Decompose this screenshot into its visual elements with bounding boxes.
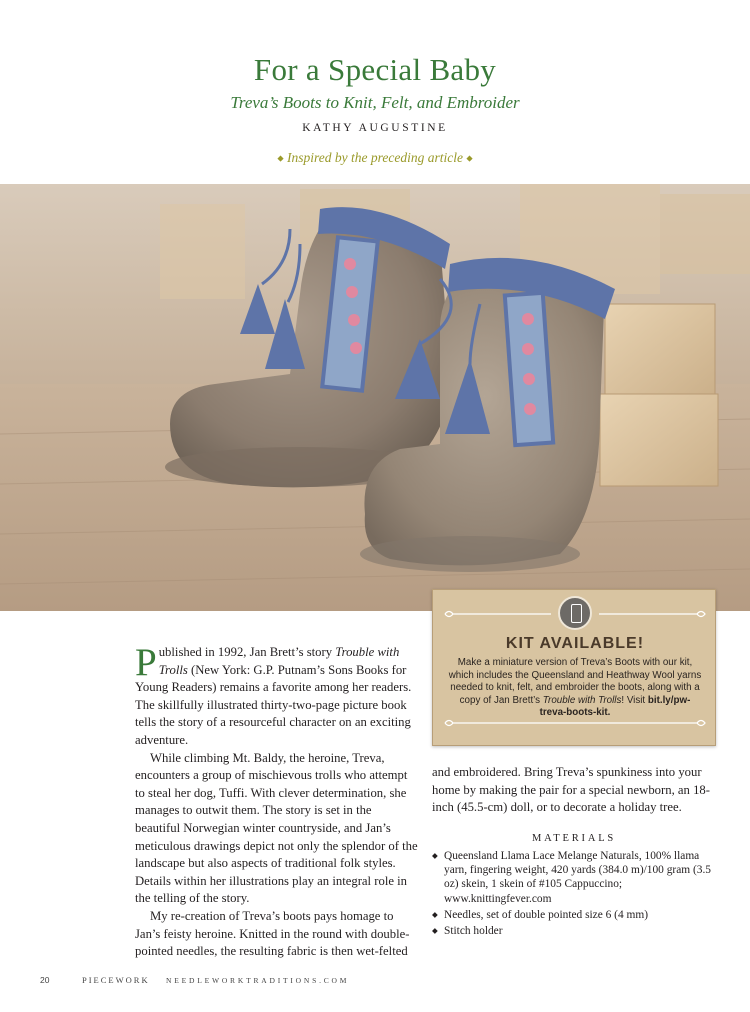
article-title: For a Special Baby [253, 52, 497, 87]
kit-visit-text: ! Visit [621, 694, 648, 706]
author-byline: KATHY AUGUSTINE [302, 122, 448, 134]
ornament-icon: ⬥ [466, 153, 473, 163]
inspired-line [0, 150, 750, 166]
materials-item: ◆ Queensland Llama Lace Melange Naturals, 100% llama yarn, fingering weight, 420 yards (384.0 m)/100 gram (3.5 oz) skein, 1 skein of #105 Cappuccino; www.knittingfever.com [432, 849, 716, 906]
paragraph-1-text: ublished in 1992, Jan Brett’s story [158, 645, 336, 659]
ornament-icon: ⬥ [277, 153, 284, 163]
article-subtitle: Treva’s Boots to Knit, Felt, and Embroider [230, 93, 520, 112]
kit-link[interactable]: bit.ly/pw-treva-boots-kit [539, 694, 691, 719]
paragraph-1 [135, 641, 419, 750]
phone-icon [558, 596, 592, 630]
book-title: Trouble with Trolls [158, 645, 400, 677]
publication-url[interactable]: NEEDLEWORKTRADITIONS.COM [166, 976, 350, 985]
paragraph-2: While climbing Mt. Baldy, the heroine, Treva, encounters a group of mischievous trolls who attempt to steal her dog, Tuffi. With clever determination, she manages to outwit them. The story is set in the beautiful Norwegian winter countryside, and Jan’s meticulous drawings depict not only the splendor of the landscape but also aspects of traditional folk styles. Details within her illustrations play an integral role in the telling of the story. [135, 750, 418, 906]
paragraph-3: My re-creation of Treva’s boots pays homage to Jan’s feisty heroine. Knitted in the round with double-pointed needles, the resulting fabric is then wet-felted [135, 908, 410, 959]
paragraph-3-continued: and embroidered. Bring Treva’s spunkiness into your home by making the pair for a special newborn, an 18-inch (45.5-cm) doll, or to decorate a holiday tree. [432, 765, 710, 815]
publication-name: PIECEWORK [82, 975, 150, 985]
materials-list [432, 849, 716, 940]
paragraph-1-text-end: (New York: G.P. Putnam’s Sons Books for Young Readers) remains a favorite among her readers. The skillfully illustrated thirty-two-page picture book tells the story of a resourceful character on an exciting adventure. [135, 662, 412, 747]
kit-link-period: . [607, 707, 611, 719]
materials-item: ◆ Needles, set of double pointed size 6 (4 mm) [432, 908, 716, 922]
boots-illustration [0, 184, 750, 611]
kit-available-box [432, 589, 716, 746]
kit-description [447, 657, 703, 720]
materials-heading: MATERIALS [531, 833, 617, 844]
flourish-bottom [443, 718, 707, 728]
boots-photo [0, 184, 750, 611]
page-number: 20 [40, 975, 50, 985]
drop-cap: P [135, 641, 157, 684]
article-column-right [432, 764, 716, 817]
inspired-text: Inspired by the preceding article [287, 150, 463, 165]
kit-book-title: Trouble with Trolls [542, 694, 622, 706]
kit-title: KIT AVAILABLE! [505, 635, 645, 652]
article-column-left [135, 641, 419, 961]
kit-text: Make a miniature version of Treva’s Boots with our kit, which includes the Queensland and Heathway Wool yarns needed to knit, felt, and embroider the boots, along with a copy of Jan Brett’s [448, 657, 702, 706]
materials-item: ◆ Stitch holder [432, 924, 716, 938]
